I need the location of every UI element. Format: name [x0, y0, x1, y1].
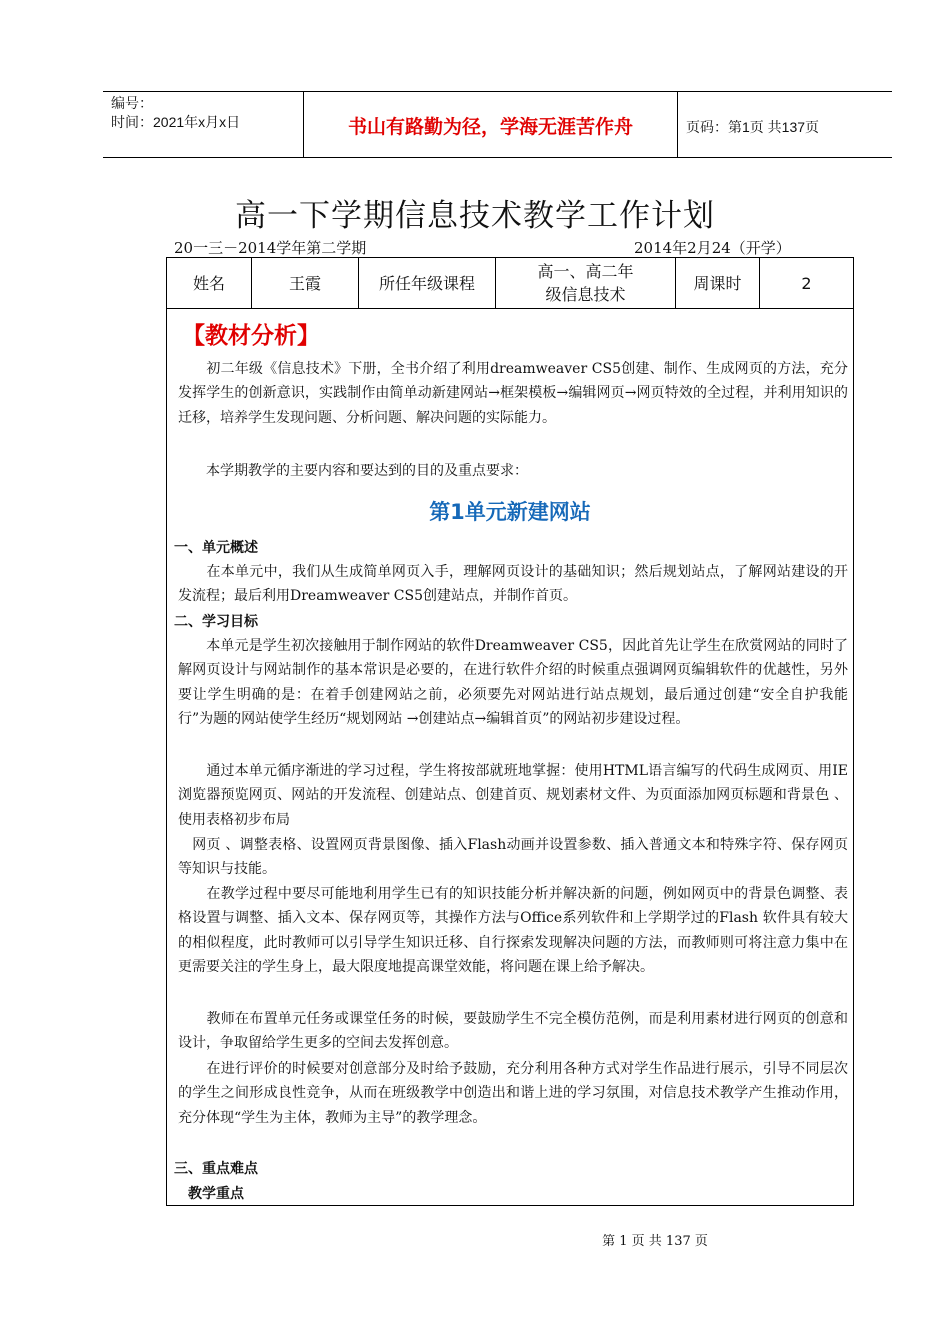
intro-paragraph: 本学期教学的主要内容和要达到的目的及重点要求： — [178, 463, 528, 479]
name-value: 王霞 — [251, 258, 358, 308]
start-date-label: 2014年2月24（开学） — [634, 239, 791, 257]
overview-paragraph: 在本单元中，我们从生成简单网页入手，理解网页设计的基础知识；然后规划站点，了解网站建设的开发流程；最后利用Dreamweaver CS5创建站点，并制作首页。 — [178, 564, 848, 605]
header-bottom-rule — [103, 157, 892, 158]
heading-goals: 二、学习目标 — [174, 614, 258, 630]
header-divider — [677, 91, 678, 158]
header-top-rule — [103, 91, 892, 92]
name-label: 姓名 — [192, 273, 225, 293]
header-motto: 书山有路勤为径，学海无涯苦作舟 — [347, 116, 633, 138]
header-page-info: 页码：第1页 共137页 — [686, 119, 820, 135]
goals-paragraph: 在进行评价的时候要对创意部分及时给予鼓励，充分利用各种方式对学生作品进行展示，引导不同层次的学生之间形成良性竞争，从而在班级教学中创造出和谐上进的学习氛围，对信息技术教学产生推动作用，充分体现“学生为主体，教师为主导”的教学理念。 — [178, 1061, 848, 1126]
subheading-teaching-key: 教学重点 — [174, 1186, 244, 1202]
heading-key-points: 三、重点难点 — [174, 1161, 258, 1177]
header-meta — [111, 94, 240, 132]
teacher-info-table — [166, 257, 854, 309]
number-label: 编号： — [111, 95, 153, 111]
page-footer: 第 1 页 共 137 页 — [602, 1234, 708, 1249]
goals-paragraph: 通过本单元循序渐进的学习过程，学生将按部就班地掌握：使用HTML语言编写的代码生成网页、用IE浏览器预览网页、网站的开发流程、创建站点、创建首页、规划素材文件、为页面添加网页标题和背景色 、使用表格初步布局 — [178, 763, 848, 828]
heading-overview: 一、单元概述 — [174, 540, 258, 556]
semester-label: 20一三－2014学年第二学期 — [174, 239, 367, 257]
course-label: 所任年级课程 — [358, 258, 495, 308]
section-heading: 【教材分析】 — [182, 323, 320, 349]
hours-label: 周课时 — [675, 258, 759, 308]
intro-paragraph: 初二年级《信息技术》下册，全书介绍了利用dreamweaver CS5创建、制作、生成网页的方法，充分发挥学生的创新意识，实践制作由简单动新建网站→框架模板→编辑网页→网页特效的全过程，并利用知识的迁移，培养学生发现问题、分析问题、解决问题的实际能力。 — [178, 361, 848, 426]
goals-paragraph: 网页 、调整表格、设置网页背景图像、插入Flash动画并设置参数、插入普通文本和特殊字符、保存网页等知识与技能。 — [178, 837, 848, 878]
course-value: 高一、高二年级信息技术 — [495, 258, 675, 308]
goals-paragraph: 本单元是学生初次接触用于制作网站的软件Dreamweaver CS5，因此首先让学生在欣赏网站的同时了解网页设计与网站制作的基本常识是必要的，在进行软件介绍的时候重点强调网页编辑软件的优越性，另外要让学生明确的是：在着手创建网站之前，必须要先对网站进行站点规划，最后通过创建“安全自护我能行”为题的网站使学生经历“规划网站 →创建站点→编辑首页”的网站初步建设过程。 — [178, 638, 848, 728]
document-title: 高一下学期信息技术教学工作计划 — [235, 198, 715, 234]
hours-value: 2 — [759, 258, 853, 308]
goals-paragraph: 在教学过程中要尽可能地利用学生已有的知识技能分析并解决新的问题，例如网页中的背景色调整、表格设置与调整、插入文本、保存网页等，其操作方法与Office系列软件和上学期学过的Flash 软件具有较大的相似程度，此时教师可以引导学生知识迁移、自行探索发现解决问题的方法，而教师则可将注意力集中在更需要关注的学生身上，最大限度地提高课堂效能，将问题在课上给予解决。 — [178, 886, 848, 976]
unit-title: 第1单元新建网站 — [429, 500, 591, 524]
time-label: 时间：2021年x月x日 — [111, 114, 241, 130]
goals-paragraph: 教师在布置单元任务或课堂任务的时候，要鼓励学生不完全模仿范例，而是利用素材进行网页的创意和设计，争取留给学生更多的空间去发挥创意。 — [178, 1011, 848, 1052]
